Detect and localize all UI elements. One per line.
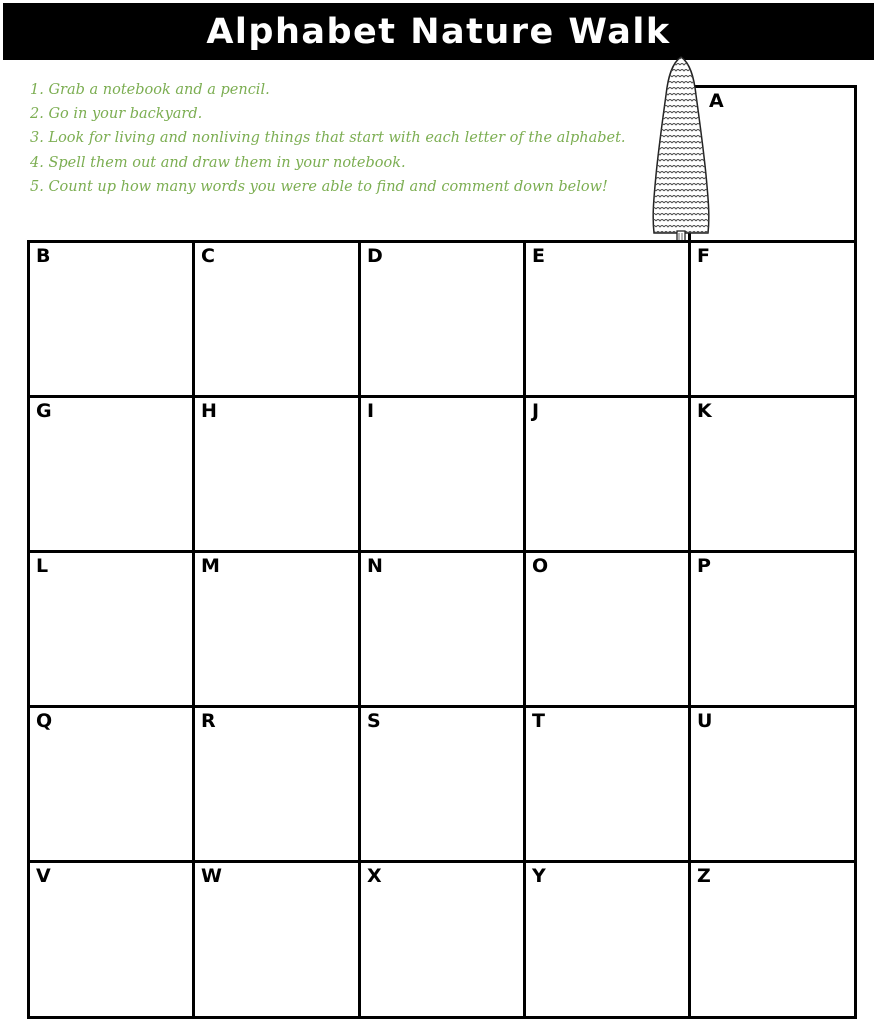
instruction-item: 2. Go in your backyard. [30, 106, 203, 123]
letter-box-z[interactable] [688, 860, 857, 1019]
letter-label: R [201, 710, 216, 732]
letter-box-m[interactable] [192, 550, 361, 708]
letter-label: C [201, 245, 215, 267]
letter-box-j[interactable] [523, 395, 691, 553]
letter-label: G [36, 400, 52, 422]
letter-label: Y [532, 865, 546, 887]
letter-box-h[interactable] [192, 395, 361, 553]
letter-box-r[interactable] [192, 705, 361, 863]
letter-label: P [697, 555, 711, 577]
letter-label: B [36, 245, 51, 267]
letter-box-x[interactable] [358, 860, 526, 1019]
letter-box-t[interactable] [523, 705, 691, 863]
letter-label: X [367, 865, 382, 887]
letter-box-c[interactable] [192, 240, 361, 398]
letter-label: U [697, 710, 713, 732]
letter-label: A [709, 90, 724, 112]
letter-box-g[interactable] [27, 395, 195, 553]
letter-label: T [532, 710, 545, 732]
letter-label: K [697, 400, 712, 422]
letter-box-q[interactable] [27, 705, 195, 863]
letter-box-u[interactable] [688, 705, 857, 863]
instruction-item: 1. Grab a notebook and a pencil. [30, 82, 270, 98]
letter-box-w[interactable] [192, 860, 361, 1019]
letter-label: H [201, 400, 217, 422]
letter-box-v[interactable] [27, 860, 195, 1019]
letter-box-l[interactable] [27, 550, 195, 708]
letter-box-e[interactable] [523, 240, 691, 398]
letter-label: Q [36, 710, 53, 732]
letter-label: F [697, 245, 710, 267]
letter-label: V [36, 865, 51, 887]
letter-label: O [532, 555, 549, 577]
letter-label: L [36, 555, 49, 577]
letter-label: I [367, 400, 375, 422]
letter-label: E [532, 245, 545, 267]
letter-box-y[interactable] [523, 860, 691, 1019]
letter-box-k[interactable] [688, 395, 857, 553]
page-header [3, 3, 874, 60]
letter-label: W [201, 865, 222, 887]
instructions-list [30, 78, 670, 199]
pine-tree-icon [648, 55, 714, 244]
letter-box-b[interactable] [27, 240, 195, 398]
instruction-item: 5. Count up how many words you were able to find and comment down below! [30, 178, 608, 195]
letter-box-n[interactable] [358, 550, 526, 708]
letter-label: N [367, 555, 383, 577]
letter-label: D [367, 245, 383, 267]
letter-box-s[interactable] [358, 705, 526, 863]
instruction-item: 4. Spell them out and draw them in your notebook. [30, 154, 406, 171]
letter-box-i[interactable] [358, 395, 526, 553]
letter-label: M [201, 555, 220, 577]
letter-label: Z [697, 865, 711, 887]
letter-box-o[interactable] [523, 550, 691, 708]
letter-box-f[interactable] [688, 240, 857, 398]
letter-label: J [532, 400, 540, 422]
letter-box-d[interactable] [358, 240, 526, 398]
letter-label: S [367, 710, 381, 732]
instruction-item: 3. Look for living and nonliving things that start with each letter of the alphabet. [30, 130, 626, 147]
page-title: Alphabet Nature Walk [206, 11, 671, 52]
letter-box-p[interactable] [688, 550, 857, 708]
